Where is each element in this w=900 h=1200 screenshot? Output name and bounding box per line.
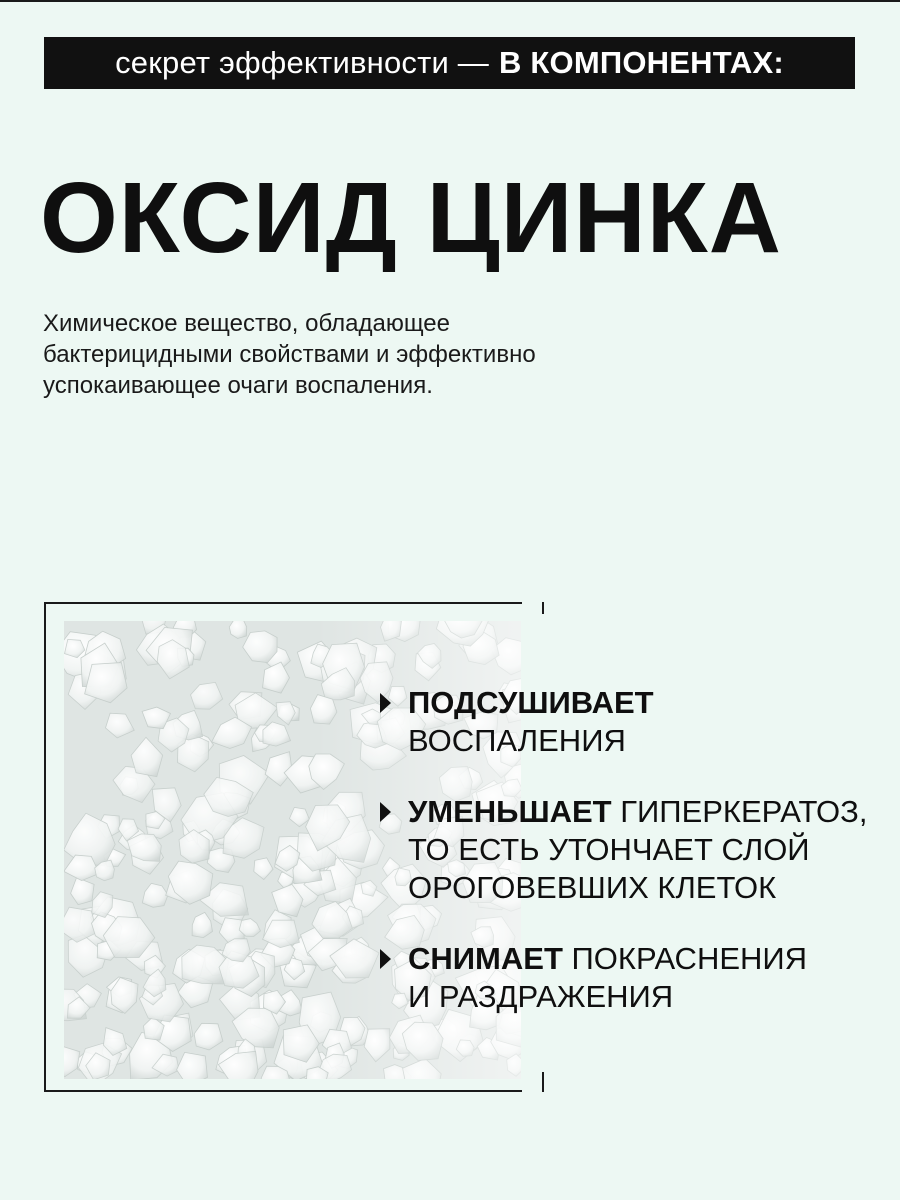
benefit-rest: ПОКРАСНЕНИЯ: [562, 941, 808, 976]
benefits-list: [376, 684, 886, 1049]
description-line: успокаивающее очаги воспаления.: [43, 372, 433, 399]
page-title: ОКСИД ЦИНКА: [40, 162, 783, 274]
benefit-item: [376, 793, 886, 907]
benefit-item: [376, 684, 886, 760]
description: [43, 308, 643, 401]
banner-bold-text: В КОМПОНЕНТАХ:: [499, 45, 784, 80]
benefit-bold: УМЕНЬШАЕТ: [408, 794, 612, 829]
description-line: Химическое вещество, обладающее: [43, 310, 451, 337]
benefit-line: ТО ЕСТЬ УТОНЧАЕТ СЛОЙ: [408, 832, 810, 867]
banner-light-text: секрет эффективности —: [115, 45, 490, 80]
arrow-right-icon: [380, 802, 391, 822]
header-banner: [44, 37, 855, 89]
benefit-item: [376, 940, 886, 1016]
benefit-line: ОРОГОВЕВШИХ КЛЕТОК: [408, 870, 777, 905]
description-line: бактерицидными свойствами и эффективно: [43, 341, 536, 368]
benefit-rest: ГИПЕРКЕРАТОЗ,: [611, 794, 868, 829]
benefit-line: ВОСПАЛЕНИЯ: [408, 723, 626, 758]
benefit-line: И РАЗДРАЖЕНИЯ: [408, 979, 674, 1014]
arrow-right-icon: [380, 693, 391, 713]
arrow-right-icon: [380, 949, 391, 969]
benefit-bold: ПОДСУШИВАЕТ: [408, 685, 654, 720]
benefit-bold: СНИМАЕТ: [408, 941, 563, 976]
top-divider: [0, 0, 900, 2]
